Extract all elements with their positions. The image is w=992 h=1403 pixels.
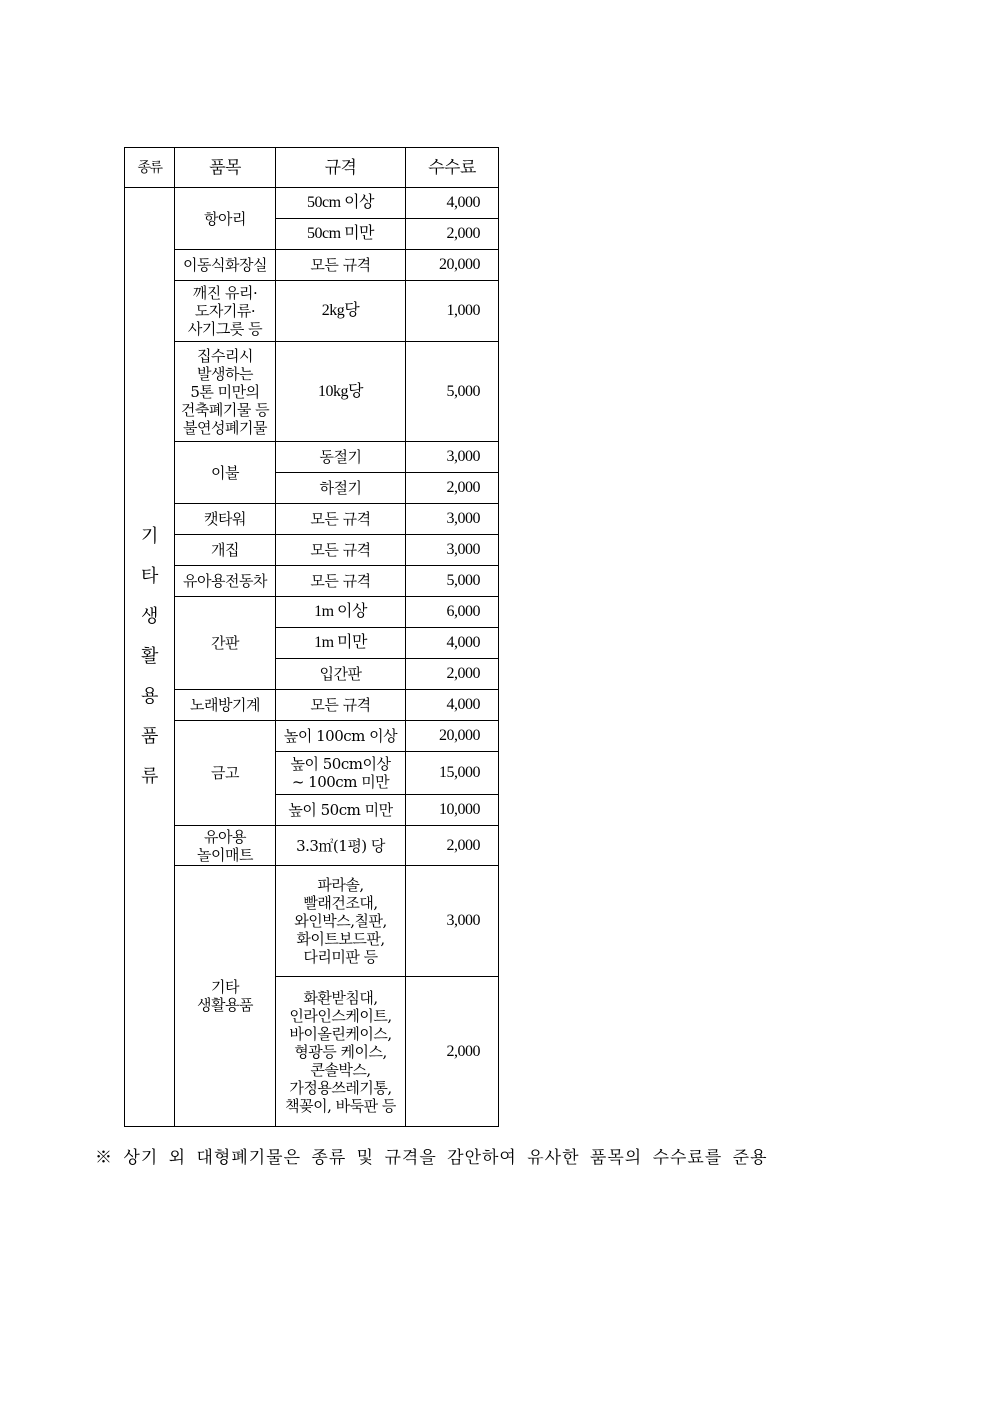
- header-fee: 수수료: [406, 148, 499, 188]
- table-row: [125, 866, 499, 977]
- fee-cell: 5,000: [406, 566, 499, 597]
- spec-line: 형광등 케이스,: [294, 1042, 387, 1061]
- item-line: 건축폐기물 등: [180, 400, 270, 419]
- fee-cell: 10,000: [406, 795, 499, 826]
- item-cell: 간판: [175, 597, 276, 690]
- spec-cell: 3.3㎡(1평) 당: [276, 826, 406, 866]
- spec-line: 화이트보드판,: [296, 930, 385, 948]
- table-row: [125, 690, 499, 721]
- item-cell: 캣타워: [175, 504, 276, 535]
- table-row: [125, 566, 499, 597]
- fee-cell: 4,000: [406, 690, 499, 721]
- category-char: 류: [141, 766, 158, 787]
- item-cell: 이불: [175, 442, 276, 504]
- fee-cell: 20,000: [406, 721, 499, 752]
- spec-cell: 1m 미만: [276, 628, 406, 659]
- spec-cell: 모든 규격: [276, 690, 406, 721]
- category-cell: [125, 188, 175, 1127]
- fee-cell: 4,000: [406, 628, 499, 659]
- fee-cell: 15,000: [406, 752, 499, 795]
- header-type: 종류: [125, 148, 175, 188]
- spec-cell: [276, 866, 406, 977]
- item-cell: 금고: [175, 721, 276, 826]
- item-cell: [175, 866, 276, 1127]
- item-line: 사기그릇 등: [187, 320, 263, 338]
- spec-cell: 동절기: [276, 442, 406, 473]
- category-char: 타: [141, 566, 158, 587]
- spec-line: 인라인스케이트,: [289, 1006, 392, 1025]
- spec-cell: 모든 규격: [276, 250, 406, 281]
- spec-line: 화환받침대,: [303, 988, 378, 1007]
- item-cell: 개집: [175, 535, 276, 566]
- table-row: [125, 442, 499, 473]
- spec-line: 높이 50cm이상: [290, 755, 391, 773]
- table-row: [125, 721, 499, 752]
- table-row: [125, 826, 499, 866]
- spec-line: 가정용쓰레기통,: [289, 1078, 392, 1097]
- spec-line: 다리미판 등: [303, 948, 378, 966]
- spec-cell: 모든 규격: [276, 504, 406, 535]
- item-line: 발생하는: [197, 364, 253, 383]
- fee-cell: 2,000: [406, 977, 499, 1127]
- item-line: 기타: [211, 978, 239, 996]
- fee-table: [124, 147, 499, 1127]
- fee-cell: 4,000: [406, 188, 499, 219]
- spec-cell: 높이 50cm 미만: [276, 795, 406, 826]
- fee-cell: 3,000: [406, 866, 499, 977]
- spec-cell: 50cm 미만: [276, 219, 406, 250]
- spec-line: 빨래건조대,: [303, 894, 378, 912]
- spec-line: ~ 100cm 미만: [291, 773, 390, 791]
- category-char: 품: [141, 726, 158, 747]
- spec-line: 책꽂이, 바둑판 등: [285, 1096, 396, 1115]
- item-cell: 노래방기계: [175, 690, 276, 721]
- fee-cell: 2,000: [406, 473, 499, 504]
- fee-cell: 3,000: [406, 504, 499, 535]
- spec-cell: 1m 이상: [276, 597, 406, 628]
- spec-line: 콘솔박스,: [310, 1060, 371, 1079]
- table-row: [125, 342, 499, 442]
- table-row: [125, 250, 499, 281]
- spec-line: 파라솔,: [317, 876, 364, 894]
- table-row: [125, 535, 499, 566]
- fee-cell: 2,000: [406, 659, 499, 690]
- item-line: 5톤 미만의: [190, 382, 260, 401]
- table-row: [125, 504, 499, 535]
- fee-cell: 5,000: [406, 342, 499, 442]
- spec-cell: 모든 규격: [276, 566, 406, 597]
- spec-cell: 10kg당: [276, 342, 406, 442]
- fee-cell: 6,000: [406, 597, 499, 628]
- category-char: 활: [141, 646, 158, 667]
- header-item: 품목: [175, 148, 276, 188]
- item-line: 집수리시: [197, 346, 253, 365]
- spec-cell: [276, 977, 406, 1127]
- item-cell: 항아리: [175, 188, 276, 250]
- category-char: 생: [141, 606, 158, 627]
- spec-cell: 하절기: [276, 473, 406, 504]
- item-line: 도자기류·: [194, 302, 256, 320]
- spec-cell: 입간판: [276, 659, 406, 690]
- spec-cell: 50cm 이상: [276, 188, 406, 219]
- item-line: 깨진 유리·: [192, 284, 258, 302]
- item-cell: 이동식화장실: [175, 250, 276, 281]
- item-cell: [175, 281, 276, 342]
- item-cell: 유아용전동차: [175, 566, 276, 597]
- item-cell: [175, 826, 276, 866]
- spec-cell: 높이 100cm 이상: [276, 721, 406, 752]
- item-line: 놀이매트: [197, 845, 253, 864]
- item-line: 생활용품: [197, 996, 253, 1014]
- fee-cell: 2,000: [406, 826, 499, 866]
- item-line: 유아용: [204, 827, 246, 846]
- header-spec: 규격: [276, 148, 406, 188]
- spec-line: 와인박스,칠판,: [294, 912, 387, 930]
- spec-cell: [276, 752, 406, 795]
- footnote: ※ 상기 외 대형폐기물은 종류 및 규격을 감안하여 유사한 품목의 수수료를 준용: [95, 1148, 768, 1168]
- item-cell: [175, 342, 276, 442]
- spec-cell: 2kg당: [276, 281, 406, 342]
- table-row: [125, 188, 499, 219]
- table-row: [125, 597, 499, 628]
- fee-cell: 1,000: [406, 281, 499, 342]
- fee-cell: 20,000: [406, 250, 499, 281]
- fee-cell: 2,000: [406, 219, 499, 250]
- spec-line: 바이올린케이스,: [289, 1024, 392, 1043]
- spec-cell: 모든 규격: [276, 535, 406, 566]
- category-char: 용: [141, 686, 158, 707]
- item-line: 불연성폐기물: [183, 418, 267, 437]
- fee-cell: 3,000: [406, 535, 499, 566]
- table-row: [125, 281, 499, 342]
- category-char: 기: [141, 526, 158, 547]
- fee-cell: 3,000: [406, 442, 499, 473]
- table-header-row: [125, 148, 499, 188]
